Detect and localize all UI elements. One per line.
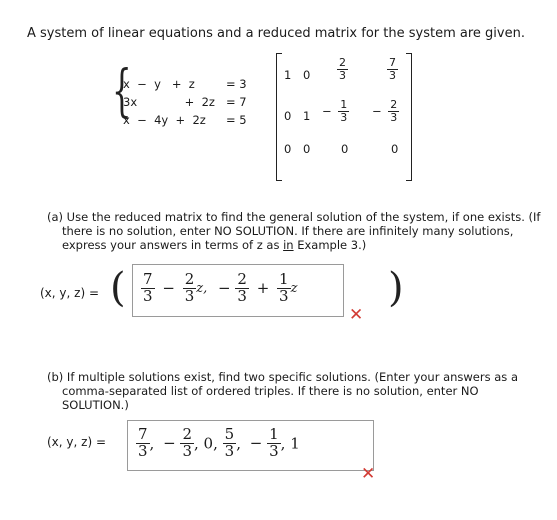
equation-row-1: x − y + z [123, 77, 195, 91]
matrix-cell: 0 [303, 142, 311, 156]
matrix-cell: $\frac{7}{3}$ [389, 56, 396, 82]
part-a-label: (x, y, z) = [40, 286, 99, 300]
matrix-cell: 0 [391, 142, 399, 156]
matrix-cell: 0 [341, 142, 349, 156]
part-b-answer-expression: $\frac{7}{3}$ , − $\frac{2}{3}$ , 0, $\frac{5}{3}$ , − $\frac{1}{3}$ , 1 [138, 425, 300, 460]
matrix-cell: 0 [303, 68, 311, 82]
matrix-right-bracket [406, 53, 412, 181]
matrix-cell: 1 [303, 109, 311, 123]
matrix-cell: $\frac{2}{3}$ [339, 56, 346, 82]
part-b-answer-input[interactable] [127, 420, 374, 471]
part-b-label: (x, y, z) = [47, 435, 106, 449]
open-paren: ( [110, 265, 126, 311]
equation-row-3-eq: = 5 [226, 113, 247, 127]
matrix-cell: 1 [284, 68, 292, 82]
part-b-instructions: (b) If multiple solutions exist, find two specific solutions. (Enter your answers as a comma-separated list of ordered triples. If there is no solution, enter NO SOLUTION.) [47, 370, 519, 412]
close-paren: ) [388, 265, 404, 311]
part-a-answer-input[interactable] [132, 264, 344, 317]
matrix-left-bracket [276, 53, 282, 181]
intro-text: A system of linear equations and a reduced matrix for the system are given. [27, 26, 525, 41]
equation-row-3: x − 4y + 2z [123, 113, 206, 127]
matrix-cell: 0 [284, 109, 292, 123]
incorrect-x-icon: ✕ [349, 305, 364, 325]
part-a-instructions: (a) Use the reduced matrix to find the general solution of the system, if one exists. (If there is no solution, enter NO SOLUTION. If there are infinitely many solutions, express your answers in terms of z as in Example 3.) [47, 210, 541, 252]
equation-row-2: 3x + 2z [123, 95, 215, 109]
matrix-cell: 0 [284, 142, 292, 156]
equation-row-2-eq: = 7 [226, 95, 247, 109]
part-a-answer-expression: $\frac{7}{3}$ − $\frac{2}{3}$ z, − $\frac{2}{3}$ + $\frac{1}{3}$ z [143, 270, 298, 305]
matrix-cell: − $\frac{1}{3}$ [322, 98, 348, 124]
incorrect-x-icon: ✕ [361, 464, 376, 484]
matrix-cell: − $\frac{2}{3}$ [372, 98, 398, 124]
example-link[interactable]: in [283, 238, 294, 252]
equation-row-1-eq: = 3 [226, 77, 247, 91]
system-brace: { [112, 59, 132, 124]
